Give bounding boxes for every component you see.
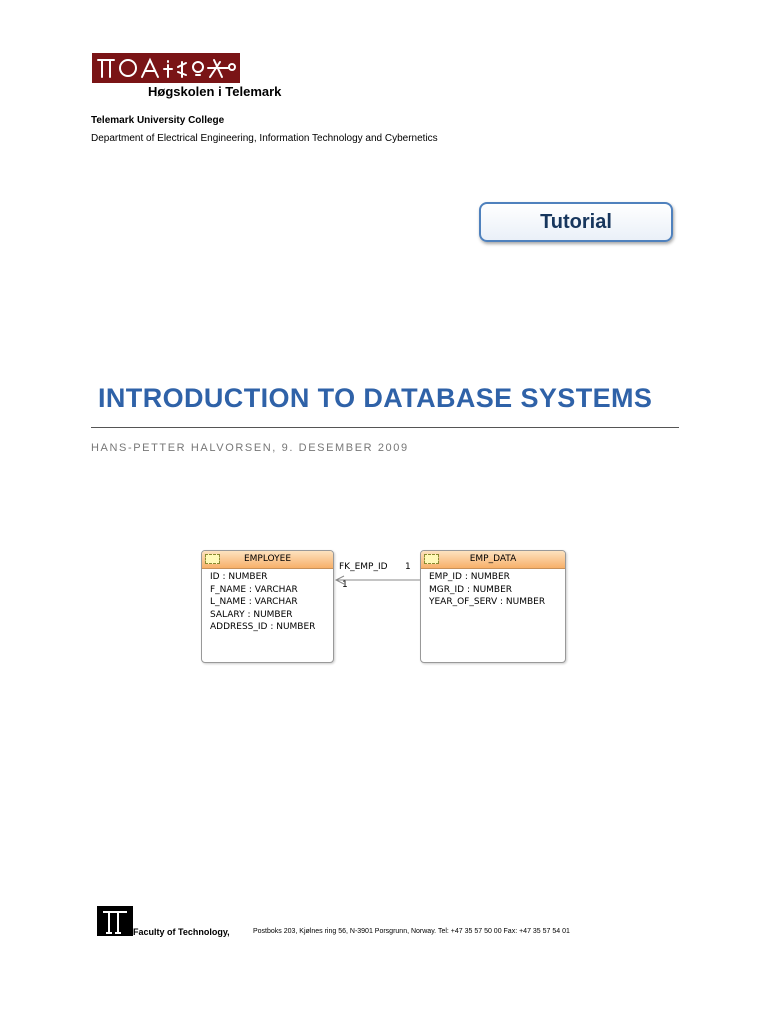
tutorial-badge: Tutorial [479,202,673,242]
cardinality-left: 1 [342,580,348,590]
column-row: ADDRESS_ID : NUMBER [210,622,316,632]
column-row: ID : NUMBER [210,572,268,582]
footer-contact: Postboks 203, Kjølnes ring 56, N-3901 Porsgrunn, Norway. Tel: +47 35 57 50 00 Fax: +47 35 57 54 01 [253,928,570,935]
faculty-name: Faculty of Technology, [133,927,230,937]
author-date-byline: HANS-PETTER HALVORSEN, 9. DESEMBER 2009 [91,442,409,454]
document-title: INTRODUCTION TO DATABASE SYSTEMS [98,383,653,413]
faculty-logo [97,906,133,936]
column-row: L_NAME : VARCHAR [210,597,298,607]
employee-columns [202,569,333,634]
title-divider [91,427,679,428]
cardinality-right: 1 [405,562,411,572]
university-name: Høgskolen i Telemark [148,84,282,99]
emp-data-entity-name: EMP_DATA [469,554,517,564]
column-row: EMP_ID : NUMBER [429,572,510,582]
column-row: F_NAME : VARCHAR [210,584,298,595]
college-name: Telemark University College [91,115,225,126]
table-icon [424,554,439,564]
column-row: YEAR_OF_SERV : NUMBER [429,597,546,607]
emp-data-entity-header [421,551,565,569]
emp-data-columns [421,569,565,609]
emp-data-entity [420,550,566,663]
university-logo [92,53,240,83]
department-name: Department of Electrical Engineering, Information Technology and Cybernetics [91,133,438,144]
column-row: SALARY : NUMBER [210,609,293,620]
employee-entity-header [202,551,333,569]
employee-entity [201,550,334,663]
employee-entity-name: EMPLOYEE [243,554,292,564]
relation-label: FK_EMP_ID [339,562,388,572]
column-row: MGR_ID : NUMBER [429,584,513,595]
table-icon [205,554,220,564]
